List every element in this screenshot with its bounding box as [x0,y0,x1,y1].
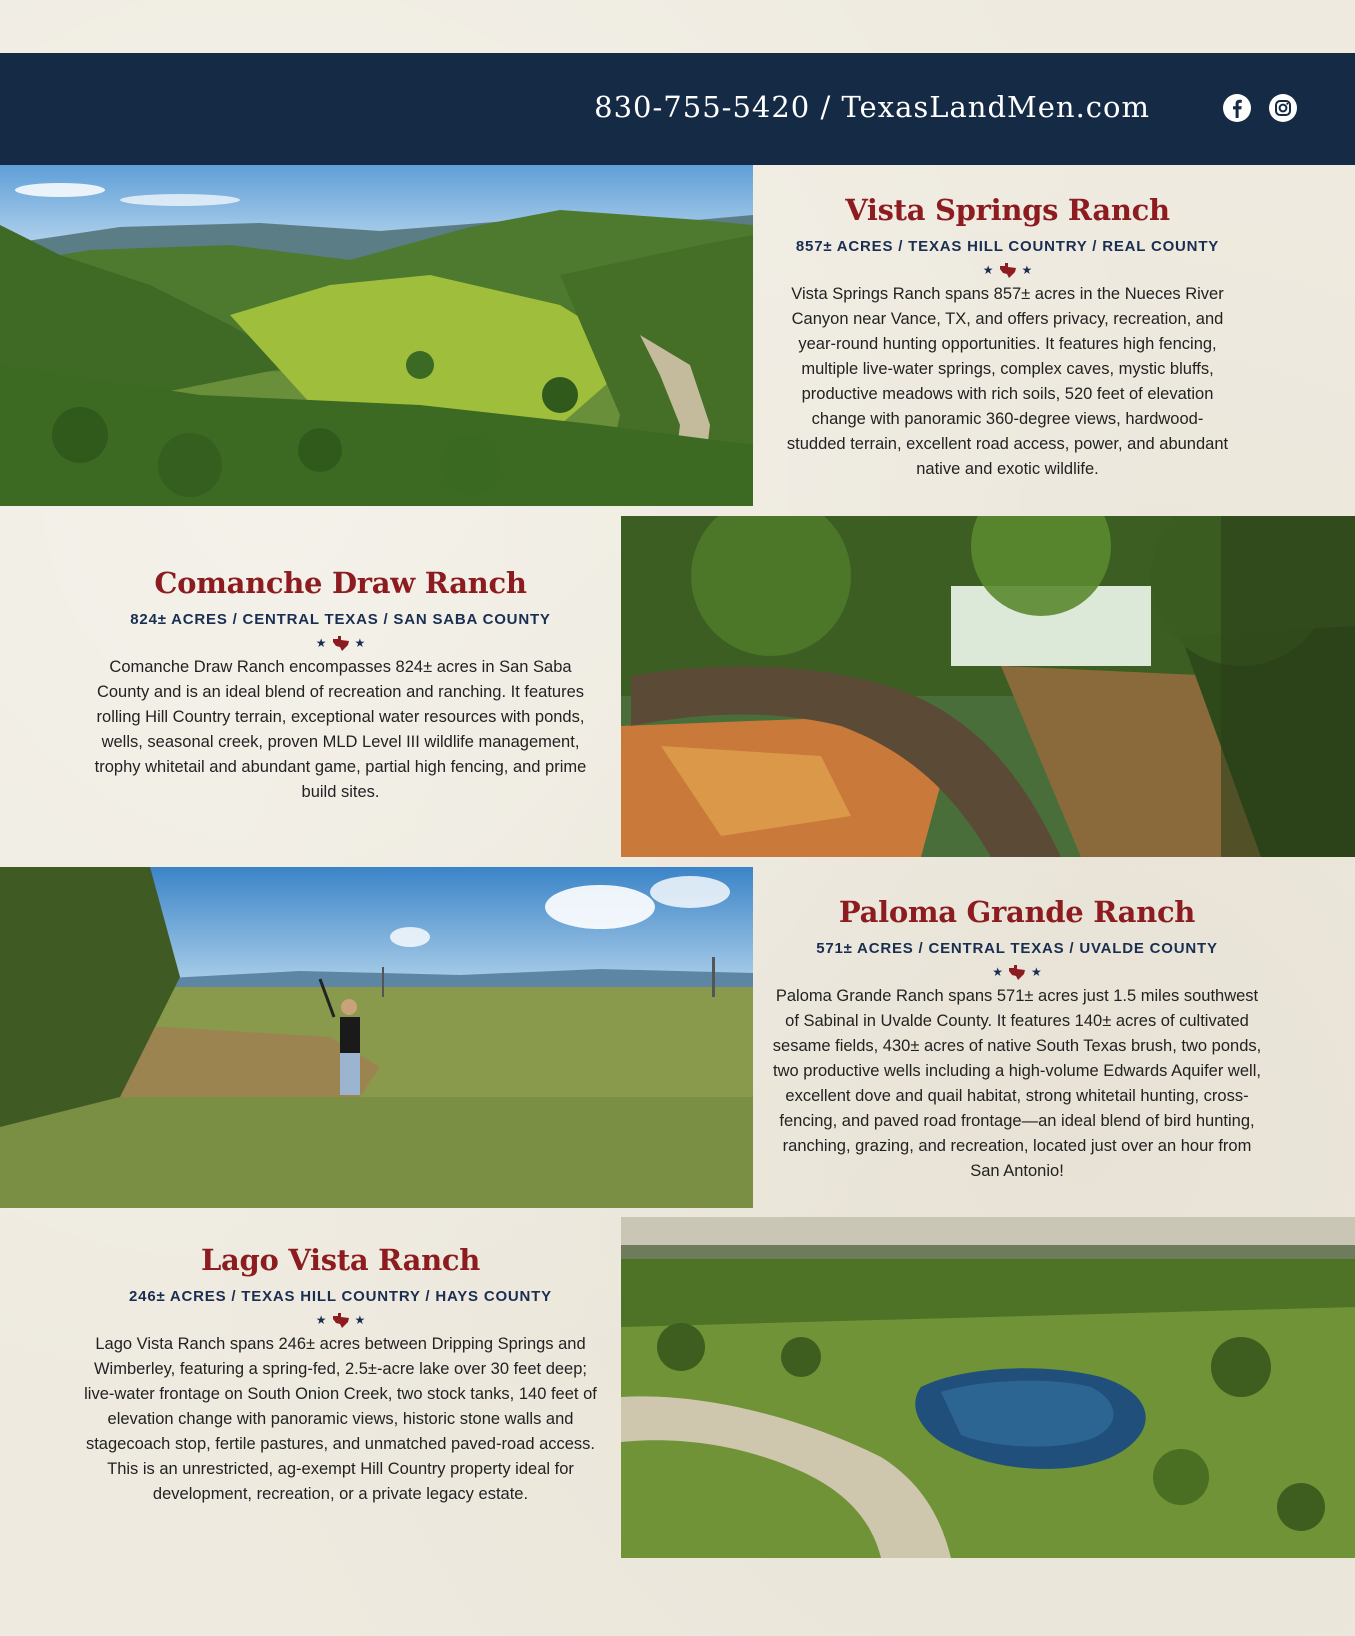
star-texas-ornament [78,1312,603,1328]
photo-comanche-draw [621,516,1355,857]
contact-line[interactable]: 830-755-5420 / TexasLandMen.com [594,90,1150,124]
texas-shape-icon [331,635,351,651]
listing-title: Lago Vista Ranch [200,1243,481,1277]
listing-comanche-draw [88,563,593,805]
texas-shape-icon [331,1312,351,1328]
facebook-icon[interactable] [1222,93,1252,123]
listing-title: Vista Springs Ranch [845,193,1170,227]
listing-description: Paloma Grande Ranch spans 571± acres just 1.5 miles southwest of Sabinal in Uvalde County. It features 140± acres of cultivated sesame fields, 430± acres of native South Texas brush, two ponds, two productive wells including a high-volume Edwards Aquifer well, excellent dove and quail habitat, strong whitetail hunting, cross-fencing, and paved road frontage—an ideal blend of bird hunting, ranching, grazing, and recreation, located just over an hour from San Antonio! [772,987,1262,1180]
listing-subtitle: 857± ACRES / TEXAS HILL COUNTRY / REAL COUNTY [795,238,1220,255]
listing-subtitle: 246± ACRES / TEXAS HILL COUNTRY / HAYS COUNTY [129,1288,552,1305]
listing-title: Comanche Draw Ranch [154,566,527,600]
star-icon: ★ [354,636,366,650]
photo-vista-springs [0,165,753,506]
instagram-icon[interactable] [1268,93,1298,123]
star-icon: ★ [315,636,327,650]
star-icon: ★ [982,263,994,277]
listing-paloma-grande [772,892,1262,1184]
photo-paloma-grande [0,867,753,1208]
listing-lago-vista [78,1240,603,1507]
listing-subtitle: 824± ACRES / CENTRAL TEXAS / SAN SABA COUNTY [130,611,551,628]
star-texas-ornament [785,262,1230,278]
photo-lago-vista [621,1217,1355,1558]
star-texas-ornament [772,964,1262,980]
star-icon: ★ [315,1313,327,1327]
texas-shape-icon [1007,964,1027,980]
star-icon: ★ [1031,965,1042,979]
star-icon: ★ [1021,263,1033,277]
listing-description: Lago Vista Ranch spans 246± acres between Dripping Springs and Wimberley, featuring a spring-fed, 2.5±-acre lake over 30 feet deep; live-water frontage on South Onion Creek, two stock tanks, 140 feet of elevation change with panoramic views, historic stone walls and stagecoach stop, fertile pastures, and unmatched paved-road access. This is an unrestricted, ag-exempt Hill Country property ideal for development, recreation, or a private legacy estate. [84,1335,597,1503]
texas-shape-icon [998,262,1018,278]
listing-subtitle: 571± ACRES / CENTRAL TEXAS / UVALDE COUNTY [816,940,1218,957]
listing-title: Paloma Grande Ranch [838,895,1196,929]
listing-description: Comanche Draw Ranch encompasses 824± acres in San Saba County and is an ideal blend of recreation and ranching. It features rolling Hill Country terrain, exceptional water resources with ponds, wells, seasonal creek, proven MLD Level III wildlife management, trophy whitetail and abundant game, partial high fencing, and prime build sites. [94,658,587,801]
listing-vista-springs [785,190,1230,482]
star-texas-ornament [88,635,593,651]
star-icon: ★ [354,1313,366,1327]
listing-description: Vista Springs Ranch spans 857± acres in the Nueces River Canyon near Vance, TX, and offers privacy, recreation, and year-round hunting opportunities. It features high fencing, multiple live-water springs, complex caves, mystic bluffs, productive meadows with rich soils, 520 feet of elevation change with panoramic 360-degree views, hardwood-studded terrain, excellent road access, power, and abundant native and exotic wildlife. [786,285,1229,478]
star-icon: ★ [992,965,1003,979]
